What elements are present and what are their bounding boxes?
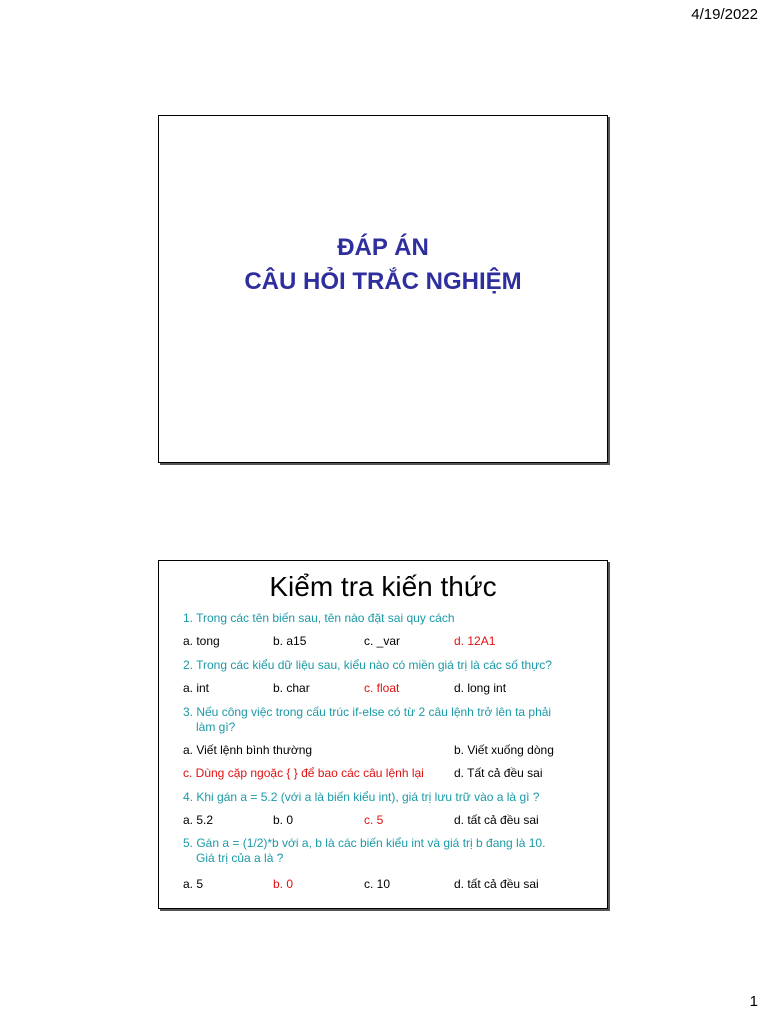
slide-title-line-1: ĐÁP ÁN: [337, 234, 429, 261]
option-row: [183, 876, 567, 892]
option-row: [183, 633, 597, 649]
option-row: [183, 742, 567, 758]
header-date: 4/19/2022: [691, 6, 758, 23]
slide-title-line-2: CÂU HỎI TRẮC NGHIỆM: [244, 268, 522, 295]
option-c-correct: c. 5: [364, 813, 384, 827]
question-1: [183, 611, 597, 649]
option-row: [183, 812, 597, 828]
question-text: 3. Nếu công việc trong cấu trúc if-else có từ 2 câu lệnh trở lên ta phải làm gì?: [183, 705, 552, 734]
option-b: b. 0: [273, 813, 294, 827]
question-text: 2. Trong các kiểu dữ liệu sau, kiểu nào có miền giá trị là các số thực?: [183, 658, 552, 672]
option-c-correct: c. Dùng cặp ngoặc { } để bao các câu lệnh lại: [183, 766, 424, 780]
option-a: a. 5: [183, 877, 204, 891]
option-c: c. 10: [364, 877, 391, 891]
option-a: a. 5.2: [183, 813, 214, 827]
option-a: a. tong: [183, 634, 220, 648]
option-a: a. int: [183, 681, 210, 695]
slide-title: [159, 231, 607, 299]
option-d-correct: d. 12A1: [454, 634, 496, 648]
option-d: d. tất cả đều sai: [454, 877, 539, 891]
question-text: 1. Trong các tên biến sau, tên nào đặt sai quy cách: [183, 611, 455, 625]
option-d: d. long int: [454, 681, 507, 695]
option-c-correct: c. float: [364, 681, 400, 695]
question-text: 4. Khi gán a = 5.2 (với a là biến kiểu int), giá trị lưu trữ vào a là gì ?: [183, 790, 540, 804]
page-number: 1: [749, 993, 758, 1010]
question-5: [183, 836, 567, 892]
option-b: b. char: [273, 681, 310, 695]
option-c: c. _var: [364, 634, 401, 648]
question-4: [183, 790, 597, 828]
option-b: b. a15: [273, 634, 307, 648]
question-text: 5. Gán a = (1/2)*b với a, b là các biến kiểu int và giá trị b đang là 10. Giá trị của a là ?: [183, 836, 546, 865]
option-row: [183, 680, 597, 696]
option-d: d. tất cả đều sai: [454, 813, 539, 827]
option-b: b. Viết xuống dòng: [454, 743, 554, 757]
option-a: a. Viết lệnh bình thường: [183, 743, 313, 757]
slide-title-answers: [158, 115, 608, 463]
option-b-correct: b. 0: [273, 877, 294, 891]
option-d: d. Tất cả đều sai: [454, 766, 543, 780]
slide-heading: Kiểm tra kiến thức: [269, 571, 497, 602]
slide-knowledge-check: [158, 560, 608, 909]
question-3: [183, 705, 567, 781]
question-2: [183, 658, 597, 696]
option-row: [183, 765, 567, 781]
